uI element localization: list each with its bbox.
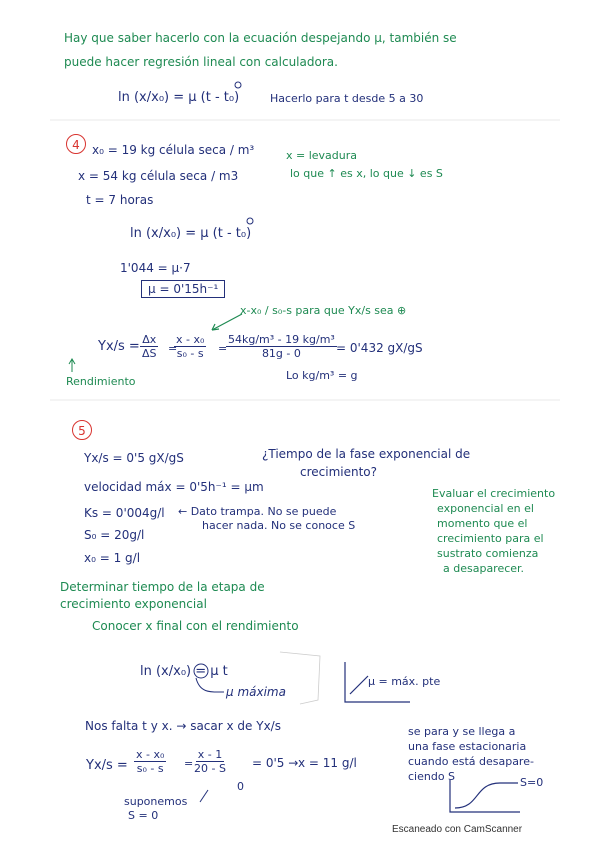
p4-t0-mark: [247, 218, 253, 224]
p5-faltan: Nos falta t y x. → sacar x de Yx/s: [85, 719, 281, 733]
p5-se-para-4: ciendo S: [408, 770, 456, 783]
p4-f1-num: Δx: [142, 333, 157, 346]
p4-f3-den: 81g - 0: [261, 347, 301, 360]
problem-5-number: 5: [78, 424, 86, 438]
p5-ks: Ks = 0'004g/l: [84, 506, 165, 520]
p4-mu-result: μ = 0'15h⁻¹: [141, 280, 225, 298]
p5-se-para-3: cuando está desapare-: [408, 755, 534, 768]
p4-green-arrow: [212, 314, 242, 330]
p5-x-result: x = 11 g/l: [298, 756, 357, 770]
p5-suponemos-2: S = 0: [128, 809, 159, 822]
p5-conocer: Conocer x final con el rendimiento: [92, 619, 299, 633]
p5-graph-axes: [345, 662, 410, 702]
p5-question-2: crecimiento?: [300, 465, 378, 479]
intro-t0-mark: [235, 82, 241, 88]
p5-graph-line: [350, 676, 368, 694]
p5-question: ¿Tiempo de la fase exponencial de: [262, 447, 471, 461]
intro-line-1: Hay que saber hacerlo con la ecuación despejando μ, también se: [64, 31, 457, 45]
p4-rendimiento: Rendimiento: [66, 375, 136, 388]
p4-units-note: Lo kg/m³ = g: [286, 369, 358, 382]
p4-formula: ln (x/x₀) = μ (t - t₀): [130, 226, 252, 241]
p5-x0: x₀ = 1 g/l: [84, 551, 141, 565]
problem-4-number: 4: [72, 138, 80, 152]
intro-line-2: puede hacer regresión lineal con calculadora.: [64, 55, 338, 69]
p5-eval-1: Evaluar el crecimiento: [432, 487, 556, 500]
p4-yield-lhs: Yx/s =: [98, 339, 140, 354]
p5-eval-4: crecimiento para el: [437, 532, 544, 545]
p5-sigmoid-curve: [455, 783, 518, 808]
p5-determinar-2: crecimiento exponencial: [60, 597, 207, 611]
p4-note-x: x = levadura: [286, 149, 358, 162]
p4-x0: x₀ = 19 kg célula seca / m³: [92, 143, 255, 157]
p4-arrow-note: x-x₀ / s₀-s para que Yx/s sea ⊕: [240, 304, 407, 317]
p5-g1-den: s₀ - s: [136, 762, 164, 775]
p5-ks-note-1: ← Dato trampa. No se puede: [178, 505, 337, 518]
p5-suponemos: suponemos: [124, 795, 188, 808]
p5-eval-2: exponencial en el: [437, 502, 534, 515]
p5-determinar-1: Determinar tiempo de la etapa de: [60, 580, 265, 594]
p4-yield-result: = 0'432 gX/gS: [336, 341, 423, 355]
p5-vel: velocidad máx = 0'5h⁻¹ = μm: [84, 480, 264, 494]
p5-eval-5: sustrato comienza: [437, 547, 539, 560]
p5-s-eq-0: S=0: [520, 776, 544, 789]
p5-eval-3: momento que el: [437, 517, 528, 530]
p4-f2-den: s₀ - s: [176, 347, 204, 360]
p5-g1-num: x - x₀: [136, 748, 165, 761]
p5-y-lhs: Yx/s =: [86, 758, 128, 773]
p5-graph-label: μ = máx. pte: [368, 675, 441, 688]
p4-f1-den: ΔS: [142, 347, 157, 360]
intro-formula: ln (x/x₀) = μ (t - t₀): [118, 90, 240, 105]
p5-s0: S₀ = 20g/l: [84, 528, 145, 542]
p4-f2-num: x - x₀: [176, 333, 205, 346]
p5-mu-maxima: μ máxima: [226, 685, 286, 699]
p5-se-para-2: una fase estacionaria: [408, 740, 527, 753]
p5-ks-note-2: hacer nada. No se conoce S: [202, 519, 356, 532]
p5-formula-bracket: [280, 652, 320, 704]
p5-eq-sign: =: [184, 757, 194, 770]
p5-eval-6: a desaparecer.: [443, 562, 525, 575]
p4-x: x = 54 kg célula seca / m3: [78, 169, 239, 183]
p5-g2-num: x - 1: [197, 748, 223, 761]
p5-g2-den: 20 - S: [194, 762, 226, 775]
p5-y-result: = 0'5 →: [252, 756, 299, 770]
p5-mu-circle: [194, 664, 208, 678]
p5-se-para-1: se para y se llega a: [408, 725, 516, 738]
intro-note: Hacerlo para t desde 5 a 30: [270, 92, 424, 105]
scanner-watermark: Escaneado con CamScanner: [392, 824, 523, 835]
p4-f3-num: 54kg/m³ - 19 kg/m³: [228, 333, 335, 346]
p5-mu-arrow: [196, 678, 224, 692]
p5-yxs: Yx/s = 0'5 gX/gS: [84, 451, 184, 465]
p4-mu-calc: 1'044 = μ·7: [120, 261, 191, 275]
p5-s0-mark: 0: [237, 780, 244, 793]
p4-eq-sign-1: =: [168, 342, 178, 355]
p4-t: t = 7 horas: [86, 193, 154, 207]
p5-ln-formula: ln (x/x₀) = μ t: [140, 664, 228, 679]
p4-note-line: lo que ↑ es x, lo que ↓ es S: [290, 167, 443, 180]
p4-eq-sign-2: =: [218, 342, 228, 355]
p5-suponemos-arrow: [200, 790, 208, 802]
